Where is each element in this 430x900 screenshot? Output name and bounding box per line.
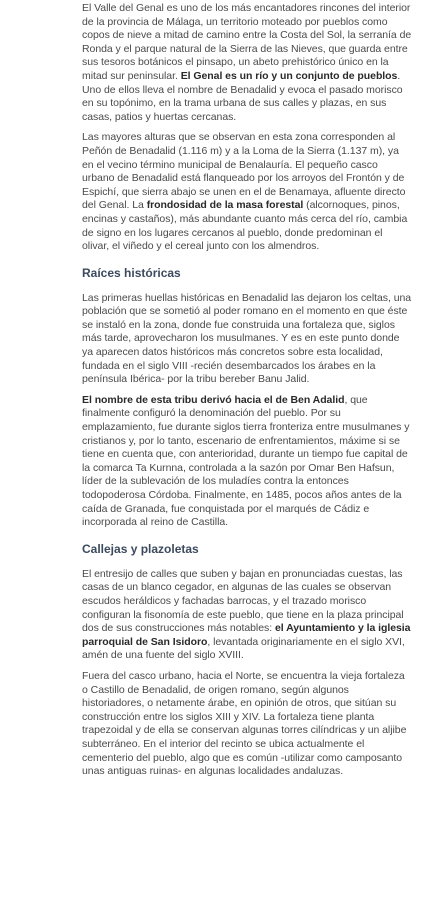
heading-callejas-plazoletas: Callejas y plazoletas <box>82 541 199 556</box>
bold-text-run: El nombre de esta tribu derivó hacia el de Ben Adalid <box>82 393 345 406</box>
text-run: El entresijo de calles que suben y bajan en pronunciadas cuestas, las casas de un blanco cegador, en algunas de las cuales se observan escudos heráldicos y fachadas barrocas, y el trazado morisco configuran la fisonomía de este pueblo, que tiene en la plaza principal dos de sus construcciones más notables: <box>82 567 404 635</box>
bold-text-run: El Genal es un río y un conjunto de pueblos <box>180 69 398 82</box>
text-run: , que finalmente configuró la denominación del pueblo. Por su emplazamiento, fue durante siglos tierra fronteriza entre musulmanes y cristianos y, por lo tanto, escenario de enfrentamientos, máxime si se tiene en cuenta que, con anterioridad, durante un tiempo fue capital de la comarca Ta Kurnna, controlada a la sazón por Omar Ben Hafsun, líder de la sublevación de los muladíes contra la entonces todopoderosa Córdoba. Finalmente, en 1485, pocos años antes de la caída de Granada, fue conquistada por el marqués de Cádiz e incorporada al reino de Castilla. <box>82 393 410 529</box>
text-run: El Valle del Genal es uno de los más encantadores rincones del interior de la provincia de Málaga, un territorio moteado por pueblos como copos de nieve a mitad de camino entre la Costa del Sol, la serranía de Ronda y el parque natural de la Sierra de las Nieves, que guarda entre sus tesoros botánicos el pinsapo, un abeto prehistórico único en la mitad sur peninsular. <box>82 2 412 82</box>
text-run: (alcornoques, pinos, encinas y castaños), más abundante cuanto más cerca del río, cambia de signo en los lugares cercanos al pueblo, donde predominan el olivar, el viñedo y el cereal junto con los almendros. <box>82 199 408 253</box>
bold-text-run: frondosidad de la masa forestal <box>146 199 304 212</box>
paragraph-geography <box>82 131 412 253</box>
text-run: Las mayores alturas que se observan en esta zona corresponden al Peñón de Benadalid (1.116 m) y a la Loma de la Sierra (1.137 m), ya en el vecino término municipal de Benalauría. El pequeño casco urbano de Benadalid está flanqueado por los arroyos del Frontón y de Espichí, que sierra abajo se unen en el de Benamaya, afluente directo del Genal. La <box>82 131 406 212</box>
paragraph-intro <box>82 2 412 124</box>
paragraph-history-name <box>82 394 412 530</box>
paragraph-history-origins <box>82 292 412 387</box>
paragraph-streets <box>82 568 412 663</box>
paragraph-castle <box>82 670 412 779</box>
text-run: Las primeras huellas históricas en Benadalid las dejaron los celtas, una población que se sometió al poder romano en el momento en que éste se instaló en la zona, donde fue construida una fortaleza que, siglos más tarde, aprovecharon los musulmanes. Y es en este punto donde ya aparecen datos históricos más concretos sobre esta localidad, fundada en el siglo VIII -recién desembarcados los árabes en la península Ibérica- por la tribu bereber Banu Jalid. <box>82 291 412 386</box>
text-run: . Uno de ellos lleva el nombre de Benadalid y evoca el pasado morisco en su topónimo, en la trama urbana de sus calles y plazas, en sus casas, patios y huertas cercanas. <box>82 69 403 123</box>
heading-raices-historicas: Raíces históricas <box>82 265 181 280</box>
text-run: , levantada originariamente en el siglo XVI, amén de una fuente del siglo XVIII. <box>82 635 405 662</box>
text-run: Fuera del casco urbano, hacia el Norte, se encuentra la vieja fortaleza o Castillo de Benadalid, de origen romano, según algunos historiadores, o netamente árabe, en opinión de otros, que sitúan su construcción entre los siglos XIII y XIV. La fortaleza tiene planta trapezoidal y de ella se conservan algunas torres cilíndricas y un aljibe subterráneo. En el interior del recinto se ubica actualmente el cementerio del pueblo, algo que es común -utilizar como camposanto unas antiguas ruinas- en algunas localidades andaluzas. <box>82 669 407 778</box>
bold-text-run: el Ayuntamiento y la iglesia parroquial de San Isidoro <box>82 622 411 648</box>
